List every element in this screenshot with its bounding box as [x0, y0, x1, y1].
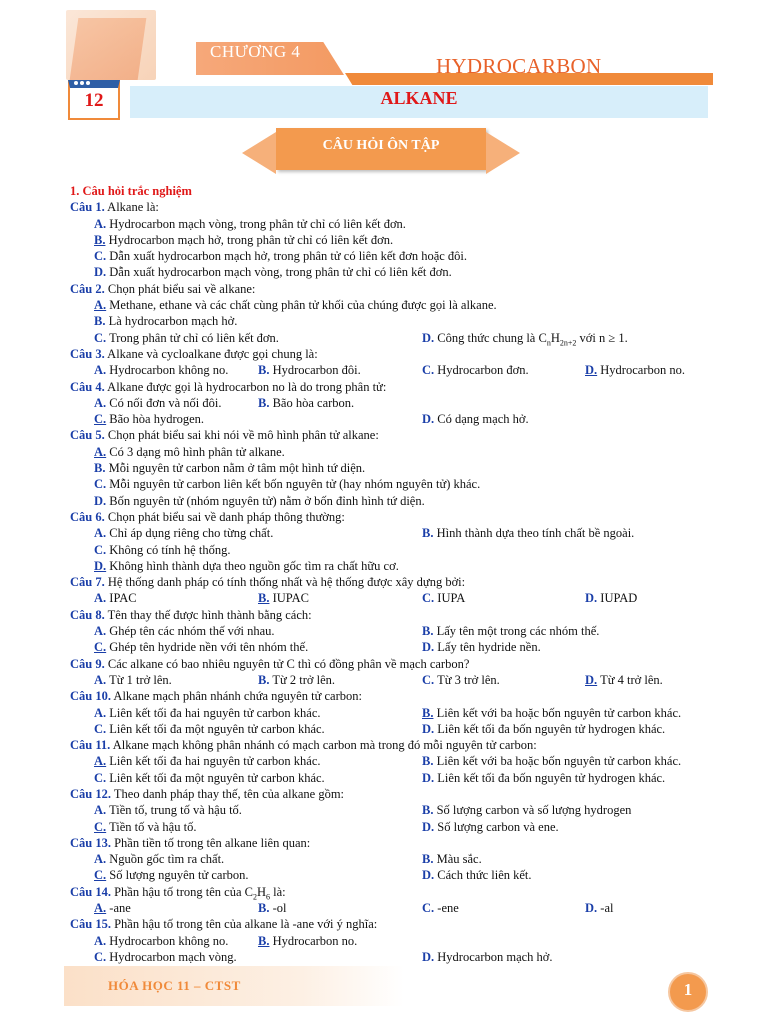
question-text: Alkane mạch không phân nhánh có mạch carbon mà trong đó mỗi nguyên tử carbon: — [112, 738, 537, 753]
question-stem — [70, 607, 720, 623]
grade-window-icon — [68, 80, 120, 120]
question-stem — [70, 656, 720, 672]
option-row — [70, 216, 720, 232]
option-label: B. — [94, 232, 106, 247]
option-row — [70, 867, 720, 883]
option-row — [70, 819, 720, 835]
option-text: Liên kết tối đa bốn nguyên tử hydrogen khác. — [437, 721, 666, 736]
option-text: Liên kết với ba hoặc bốn nguyên tử carbon khác. — [436, 705, 682, 720]
answer-option[interactable] — [258, 362, 361, 378]
question-stem — [70, 884, 720, 900]
option-text: Hydrocarbon no. — [600, 363, 685, 378]
option-text: Lấy tên một trong các nhóm thế. — [436, 624, 600, 639]
option-label: D. — [422, 640, 435, 655]
option-label: B. — [422, 852, 434, 867]
question-text: Phần hậu tố trong tên của alkane là -ane với ý nghĩa: — [114, 917, 378, 932]
option-text: -ane — [109, 901, 131, 916]
question-text: Các alkane có bao nhiêu nguyên tử C thì có đồng phân về mạch carbon? — [107, 656, 470, 671]
question-number: Câu 11. — [70, 738, 111, 753]
answer-option[interactable] — [94, 313, 237, 329]
option-text: -ol — [272, 901, 287, 916]
question-number: Câu 3. — [70, 346, 105, 361]
question-number: Câu 6. — [70, 509, 105, 524]
option-text: -ene — [437, 901, 459, 916]
option-row — [70, 248, 720, 264]
answer-option[interactable] — [94, 542, 230, 558]
option-text: Là hydrocarbon mạch hở. — [108, 314, 238, 329]
option-text: Không có tính hệ thống. — [109, 542, 231, 557]
option-label: D. — [585, 672, 598, 687]
chapter-label: CHƯƠNG 4 — [210, 42, 301, 61]
question-text: Chọn phát biểu sai khi nói về mô hình phân tử alkane: — [107, 428, 379, 443]
question-text: Alkane mạch phân nhánh chứa nguyên tử carbon: — [113, 689, 362, 704]
option-row — [70, 639, 720, 655]
option-text: Nguồn gốc tìm ra chất. — [109, 852, 225, 867]
question-text: Phần hậu tố trong tên của $C_2H_6$ là: — [114, 884, 286, 902]
answer-option[interactable] — [94, 476, 480, 492]
option-text: Hydrocarbon đơn. — [437, 363, 529, 378]
option-label: B. — [422, 624, 434, 639]
option-label: B. — [258, 363, 270, 378]
option-label: C. — [422, 672, 435, 687]
option-text: Hydrocarbon no. — [272, 933, 358, 948]
option-label: D. — [585, 901, 598, 916]
question-number: Câu 8. — [70, 607, 105, 622]
answer-option[interactable] — [94, 232, 393, 248]
answer-option[interactable] — [94, 248, 467, 264]
option-text: Tiền tố và hậu tố. — [109, 819, 197, 834]
page-number: 1 — [683, 980, 693, 999]
answer-option[interactable] — [94, 753, 321, 769]
option-text: Số lượng carbon và số lượng hydrogen — [436, 803, 632, 818]
question-list — [70, 183, 720, 965]
lesson-title: ALKANE — [380, 88, 458, 108]
option-text: Ghép tên các nhóm thế với nhau. — [109, 624, 275, 639]
option-label: A. — [94, 901, 107, 916]
question-text: Tên thay thế được hình thành bằng cách: — [107, 607, 312, 622]
option-text: Dẫn xuất hydrocarbon mạch hở, trong phân tử có liên kết đơn hoặc đôi. — [109, 249, 468, 264]
option-text: Từ 4 trở lên. — [600, 672, 663, 687]
option-label: D. — [94, 493, 107, 508]
question-text: Theo danh pháp thay thế, tên của alkane gồm: — [113, 786, 345, 801]
question-stem — [70, 688, 720, 704]
option-label: C. — [94, 640, 107, 655]
answer-option[interactable] — [422, 411, 529, 427]
option-text: Bốn nguyên tử (nhóm nguyên tử) nằm ở bốn đỉnh hình tứ diện. — [109, 493, 425, 508]
answer-option[interactable] — [94, 819, 196, 835]
option-text: Công thức chung là $C_nH_{2n+2}$ với n ≥ 1. — [437, 330, 628, 348]
option-label: D. — [422, 412, 435, 427]
option-label: B. — [258, 395, 270, 410]
option-row — [70, 330, 720, 346]
option-label: A. — [94, 754, 107, 769]
answer-option[interactable] — [422, 330, 628, 346]
option-row — [70, 851, 720, 867]
answer-option[interactable] — [422, 590, 465, 606]
answer-option[interactable] — [422, 623, 599, 639]
question-stem — [70, 199, 720, 215]
answer-option[interactable] — [94, 770, 325, 786]
question-stem — [70, 346, 720, 362]
answer-option[interactable] — [94, 900, 131, 916]
option-row — [70, 590, 720, 606]
option-label: C. — [94, 412, 107, 427]
option-text: IPAC — [109, 591, 137, 606]
answer-option[interactable] — [422, 672, 500, 688]
option-label: B. — [258, 672, 270, 687]
option-text: Có nối đơn và nối đôi. — [109, 395, 222, 410]
question-number: Câu 15. — [70, 917, 111, 932]
question-text: Alkane là: — [107, 200, 159, 215]
answer-option[interactable] — [94, 623, 275, 639]
option-row — [70, 770, 720, 786]
option-text: Ghép tên hydride nền với tên nhóm thế. — [109, 640, 309, 655]
answer-option[interactable] — [94, 411, 204, 427]
answer-option[interactable] — [422, 770, 665, 786]
option-text: Hydrocarbon mạch hở, trong phân tử chỉ có liên kết đơn. — [108, 232, 394, 247]
option-label: C. — [422, 901, 435, 916]
option-text: Hydrocarbon không no. — [109, 933, 229, 948]
option-label: B. — [94, 314, 106, 329]
answer-option[interactable] — [94, 264, 452, 280]
option-label: D. — [94, 558, 107, 573]
option-label: A. — [94, 803, 107, 818]
question-number: Câu 5. — [70, 428, 105, 443]
answer-option[interactable] — [422, 639, 541, 655]
option-text: Không hình thành dựa theo nguồn gốc tìm ra chất hữu cơ. — [109, 558, 399, 573]
option-label: B. — [258, 933, 270, 948]
option-label: D. — [422, 868, 435, 883]
answer-option[interactable] — [94, 672, 172, 688]
option-label: B. — [258, 591, 270, 606]
answer-option[interactable] — [585, 900, 613, 916]
option-label: B. — [94, 461, 106, 476]
option-label: D. — [422, 721, 435, 736]
answer-option[interactable] — [258, 933, 357, 949]
option-row — [70, 493, 720, 509]
option-text: Chỉ áp dụng riêng cho từng chất. — [109, 526, 274, 541]
answer-option[interactable] — [422, 721, 665, 737]
answer-option[interactable] — [94, 330, 279, 346]
answer-option[interactable] — [422, 362, 529, 378]
option-label: C. — [94, 249, 107, 264]
option-label: A. — [94, 852, 107, 867]
option-row — [70, 525, 720, 541]
grade-number: 12 — [84, 90, 104, 111]
topic-title: HYDROCARBON — [436, 54, 602, 78]
option-row — [70, 313, 720, 329]
option-text: Số lượng nguyên tử carbon. — [109, 868, 249, 883]
decorative-corner-block — [66, 10, 156, 80]
option-text: Cách thức liên kết. — [437, 868, 532, 883]
option-label: A. — [94, 526, 107, 541]
option-text: Dẫn xuất hydrocarbon mạch vòng, trong phân tử chỉ có liên kết đơn. — [109, 265, 452, 280]
question-stem — [70, 835, 720, 851]
option-text: Hydrocarbon mạch vòng. — [109, 949, 237, 964]
option-label: C. — [94, 330, 107, 345]
option-label: C. — [94, 721, 107, 736]
answer-option[interactable] — [94, 362, 228, 378]
option-row — [70, 721, 720, 737]
answer-option[interactable] — [585, 362, 685, 378]
option-row — [70, 264, 720, 280]
option-text: Hydrocarbon mạch hở. — [437, 949, 553, 964]
answer-option[interactable] — [94, 721, 325, 737]
option-row — [70, 476, 720, 492]
option-label: A. — [94, 705, 107, 720]
option-label: A. — [94, 624, 107, 639]
answer-option[interactable] — [258, 395, 354, 411]
option-text: Trong phân tử chỉ có liên kết đơn. — [109, 330, 279, 345]
answer-option[interactable] — [94, 395, 221, 411]
option-text: Hình thành dựa theo tính chất bề ngoài. — [436, 526, 635, 541]
footer-book-title: HÓA HỌC 11 – CTST — [108, 978, 241, 993]
answer-option[interactable] — [422, 705, 681, 721]
answer-option[interactable] — [94, 802, 242, 818]
answer-option[interactable] — [422, 753, 681, 769]
answer-option[interactable] — [94, 460, 365, 476]
option-label: C. — [94, 477, 107, 492]
option-text: Liên kết tối đa hai nguyên tử carbon khác. — [109, 754, 321, 769]
answer-option[interactable] — [585, 672, 663, 688]
option-text: IUPA — [437, 591, 466, 606]
option-row — [70, 411, 720, 427]
option-label: D. — [422, 770, 435, 785]
option-text: Liên kết tối đa bốn nguyên tử hydrogen khác. — [437, 770, 666, 785]
answer-option[interactable] — [422, 819, 559, 835]
answer-option[interactable] — [422, 900, 459, 916]
question-number: Câu 1. — [70, 200, 105, 215]
option-text: Màu sắc. — [436, 852, 482, 867]
answer-option[interactable] — [94, 933, 228, 949]
option-row — [70, 558, 720, 574]
review-ribbon-banner — [276, 128, 486, 170]
option-label: C. — [94, 949, 107, 964]
answer-option[interactable] — [422, 802, 631, 818]
option-label: A. — [94, 444, 107, 459]
option-text: Từ 1 trở lên. — [109, 672, 172, 687]
option-text: Bão hòa carbon. — [272, 395, 355, 410]
option-label: B. — [258, 901, 270, 916]
option-row — [70, 542, 720, 558]
option-text: Bão hòa hydrogen. — [109, 412, 205, 427]
answer-option[interactable] — [422, 949, 553, 965]
answer-option[interactable] — [258, 900, 286, 916]
question-number: Câu 2. — [70, 281, 105, 296]
option-text: -al — [600, 901, 614, 916]
answer-option[interactable] — [258, 590, 309, 606]
answer-option[interactable] — [422, 525, 634, 541]
option-label: C. — [422, 363, 435, 378]
option-label: A. — [94, 591, 107, 606]
question-stem — [70, 427, 720, 443]
answer-option[interactable] — [94, 851, 224, 867]
question-text: Chọn phát biểu sai về alkane: — [107, 281, 256, 296]
answer-option[interactable] — [94, 525, 273, 541]
answer-option[interactable] — [94, 493, 425, 509]
option-text: IUPAC — [272, 591, 309, 606]
option-text: Từ 2 trở lên. — [272, 672, 336, 687]
option-label: B. — [422, 754, 434, 769]
answer-option[interactable] — [258, 672, 335, 688]
option-row — [70, 900, 720, 916]
option-text: Mỗi nguyên tử carbon liên kết bốn nguyên tử (hay nhóm nguyên tử) khác. — [109, 477, 481, 492]
option-label: D. — [94, 265, 107, 280]
option-text: Liên kết tối đa một nguyên tử carbon khác. — [109, 770, 325, 785]
question-number: Câu 10. — [70, 689, 111, 704]
option-label: C. — [94, 770, 107, 785]
option-label: D. — [422, 949, 435, 964]
answer-option[interactable] — [94, 590, 137, 606]
option-label: A. — [94, 672, 107, 687]
option-text: Mỗi nguyên tử carbon nằm ở tâm một hình tứ diện. — [108, 461, 366, 476]
option-label: D. — [422, 330, 435, 345]
option-row — [70, 705, 720, 721]
option-row — [70, 672, 720, 688]
answer-option[interactable] — [94, 949, 237, 965]
question-stem — [70, 509, 720, 525]
question-number: Câu 9. — [70, 656, 105, 671]
option-row — [70, 395, 720, 411]
option-row — [70, 297, 720, 313]
option-row — [70, 802, 720, 818]
answer-option[interactable] — [94, 639, 308, 655]
question-stem — [70, 737, 720, 753]
question-stem — [70, 281, 720, 297]
question-text: Alkane và cycloalkane được gọi chung là: — [107, 346, 318, 361]
question-text: Chọn phát biểu sai về danh pháp thông thường: — [107, 509, 345, 524]
option-row — [70, 460, 720, 476]
option-row — [70, 623, 720, 639]
option-label: B. — [422, 803, 434, 818]
question-number: Câu 14. — [70, 884, 111, 899]
option-row — [70, 753, 720, 769]
answer-option[interactable] — [94, 297, 497, 313]
question-text: Hệ thống danh pháp có tính thống nhất và hệ thống được xây dựng bởi: — [107, 575, 466, 590]
answer-option[interactable] — [94, 216, 406, 232]
option-row — [70, 362, 720, 378]
option-text: Methane, ethane và các chất cùng phân tử khối của chúng được gọi là alkane. — [109, 298, 497, 313]
question-text: Phần tiền tố trong tên alkane liên quan: — [114, 835, 311, 850]
option-label: D. — [422, 819, 435, 834]
option-text: Từ 3 trở lên. — [437, 672, 500, 687]
option-text: Số lượng carbon và ene. — [437, 819, 559, 834]
option-label: C. — [94, 819, 107, 834]
option-text: IUPAD — [600, 591, 638, 606]
option-label: B. — [422, 526, 434, 541]
option-label: C. — [94, 868, 107, 883]
option-text: Hydrocarbon mạch vòng, trong phân tử chỉ có liên kết đơn. — [109, 216, 406, 231]
section-title: 1. Câu hỏi trắc nghiệm — [70, 184, 192, 198]
option-row — [70, 933, 720, 949]
question-stem — [70, 574, 720, 590]
option-text: Lấy tên hydride nền. — [437, 640, 541, 655]
question-stem — [70, 379, 720, 395]
answer-option[interactable] — [94, 705, 321, 721]
option-label: C. — [422, 591, 435, 606]
question-number: Câu 12. — [70, 786, 111, 801]
option-label: A. — [94, 933, 107, 948]
answer-option[interactable] — [94, 444, 285, 460]
option-text: Có 3 dạng mô hình phân tử alkane. — [109, 444, 285, 459]
option-text: Liên kết tối đa một nguyên tử carbon khác. — [109, 721, 325, 736]
option-text: Hydrocarbon đôi. — [272, 363, 361, 378]
option-row — [70, 949, 720, 965]
answer-option[interactable] — [94, 558, 399, 574]
option-text: Liên kết với ba hoặc bốn nguyên tử carbon khác. — [436, 754, 682, 769]
option-row — [70, 444, 720, 460]
option-row — [70, 232, 720, 248]
option-label: D. — [585, 591, 598, 606]
question-number: Câu 13. — [70, 835, 111, 850]
answer-option[interactable] — [422, 867, 532, 883]
option-label: A. — [94, 395, 107, 410]
option-label: A. — [94, 216, 107, 231]
option-label: A. — [94, 363, 107, 378]
answer-option[interactable] — [422, 851, 482, 867]
option-text: Liên kết tối đa hai nguyên tử carbon khác. — [109, 705, 321, 720]
option-label: A. — [94, 298, 107, 313]
question-number: Câu 4. — [70, 379, 105, 394]
question-number: Câu 7. — [70, 575, 105, 590]
question-stem — [70, 786, 720, 802]
answer-option[interactable] — [585, 590, 637, 606]
option-label: B. — [422, 705, 434, 720]
answer-option[interactable] — [94, 867, 249, 883]
option-text: Hydrocarbon không no. — [109, 363, 229, 378]
option-text: Tiền tố, trung tố và hậu tố. — [109, 803, 242, 818]
review-banner-title: CÂU HỎI ÔN TẬP — [322, 138, 440, 153]
option-label: C. — [94, 542, 107, 557]
option-label: D. — [585, 363, 598, 378]
question-stem — [70, 916, 720, 932]
option-text: Có dạng mạch hở. — [437, 412, 529, 427]
page-number-badge — [668, 972, 708, 1012]
question-text: Alkane được gọi là hydrocarbon no là do trong phân tử: — [107, 379, 387, 394]
